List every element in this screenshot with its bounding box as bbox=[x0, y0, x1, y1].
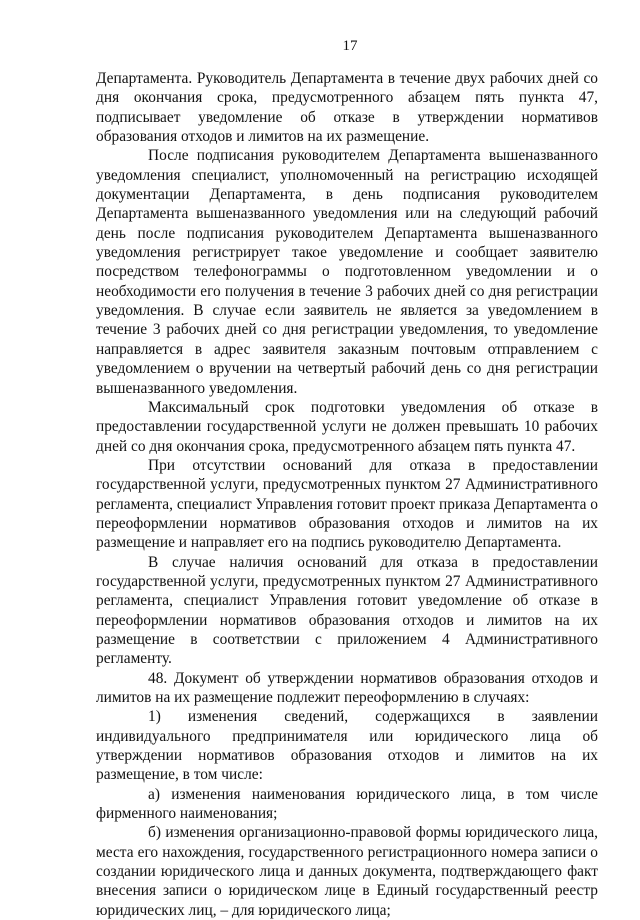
paragraph-item-48: 48. Документ об утверждении нормативов образования отходов и лимитов на их размещение подлежит переоформлению в случаях: bbox=[96, 669, 598, 706]
paragraph-subitem-1: 1) изменения сведений, содержащихся в заявлении индивидуального предпринимателя или юридического лица об утверждении нормативов образования отходов и лимитов на их размещение, в том числе: bbox=[96, 708, 598, 784]
paragraph-subitem-b: б) изменения организационно-правовой формы юридического лица, места его нахождения, государственного регистрационного номера записи о создании юридического лица и данных документа, подтверждающего факт внесения записи о юридическом лице в Единый государственный реестр юридических лиц, – для юридического лица; bbox=[96, 824, 598, 919]
paragraph-grounds-refusal: В случае наличия оснований для отказа в предоставлении государственной услуги, предусмотренных пунктом 27 Административного регламента, специалист Управления готовит уведомление об отказе в переоформлении нормативов образования отходов и лимитов на их размещение в соответствии с приложением 4 Административного регламенту. bbox=[96, 553, 598, 668]
paragraph-registration-notification: После подписания руководителем Департамента вышеназванного уведомления специалист, уполномоченный на регистрацию исходящей документации Департамента, в день подписания руководителем Департамента вышеназванного уведомления или на следующий рабочий день после подписания руководителем Департамента вышеназванного уведомления регистрирует такое уведомление и сообщает заявителю посредством телефонограммы о подготовленном уведомлении и о необходимости его получения в течение 3 рабочих дней со дня регистрации уведомления. В случае если заявитель не является за уведомлением в течение 3 рабочих дней со дня регистрации уведомления, то уведомление направляется в адрес заявителя заказным почтовым отправлением с уведомлением о вручении на четвертый рабочий день со дня регистрации вышеназванного уведомления. bbox=[96, 147, 598, 397]
paragraph-max-term: Максимальный срок подготовки уведомления об отказе в предоставлении государственной услуги не должен превышать 10 рабочих дней со дня окончания срока, предусмотренного абзацем пять пункта 47. bbox=[96, 398, 598, 455]
document-body bbox=[96, 69, 598, 920]
page-number: 17 bbox=[342, 38, 358, 54]
paragraph-subitem-a: а) изменения наименования юридического лица, в том числе фирменного наименования; bbox=[96, 785, 598, 823]
paragraph-continuation: Департамента. Руководитель Департамента в течение двух рабочих дней со дня окончания срока, предусмотренного абзацем пять пункта 47, подписывает уведомление об отказе в утверждении нормативов образования отходов и лимитов на их размещение. bbox=[96, 70, 598, 146]
paragraph-no-grounds-refusal: При отсутствии оснований для отказа в предоставлении государственной услуги, предусмотренных пунктом 27 Административного регламента, специалист Управления готовит проект приказа Департамента о переоформлении нормативов образования отходов и лимитов на их размещение и направляет его на подпись руководителю Департамента. bbox=[96, 456, 598, 552]
